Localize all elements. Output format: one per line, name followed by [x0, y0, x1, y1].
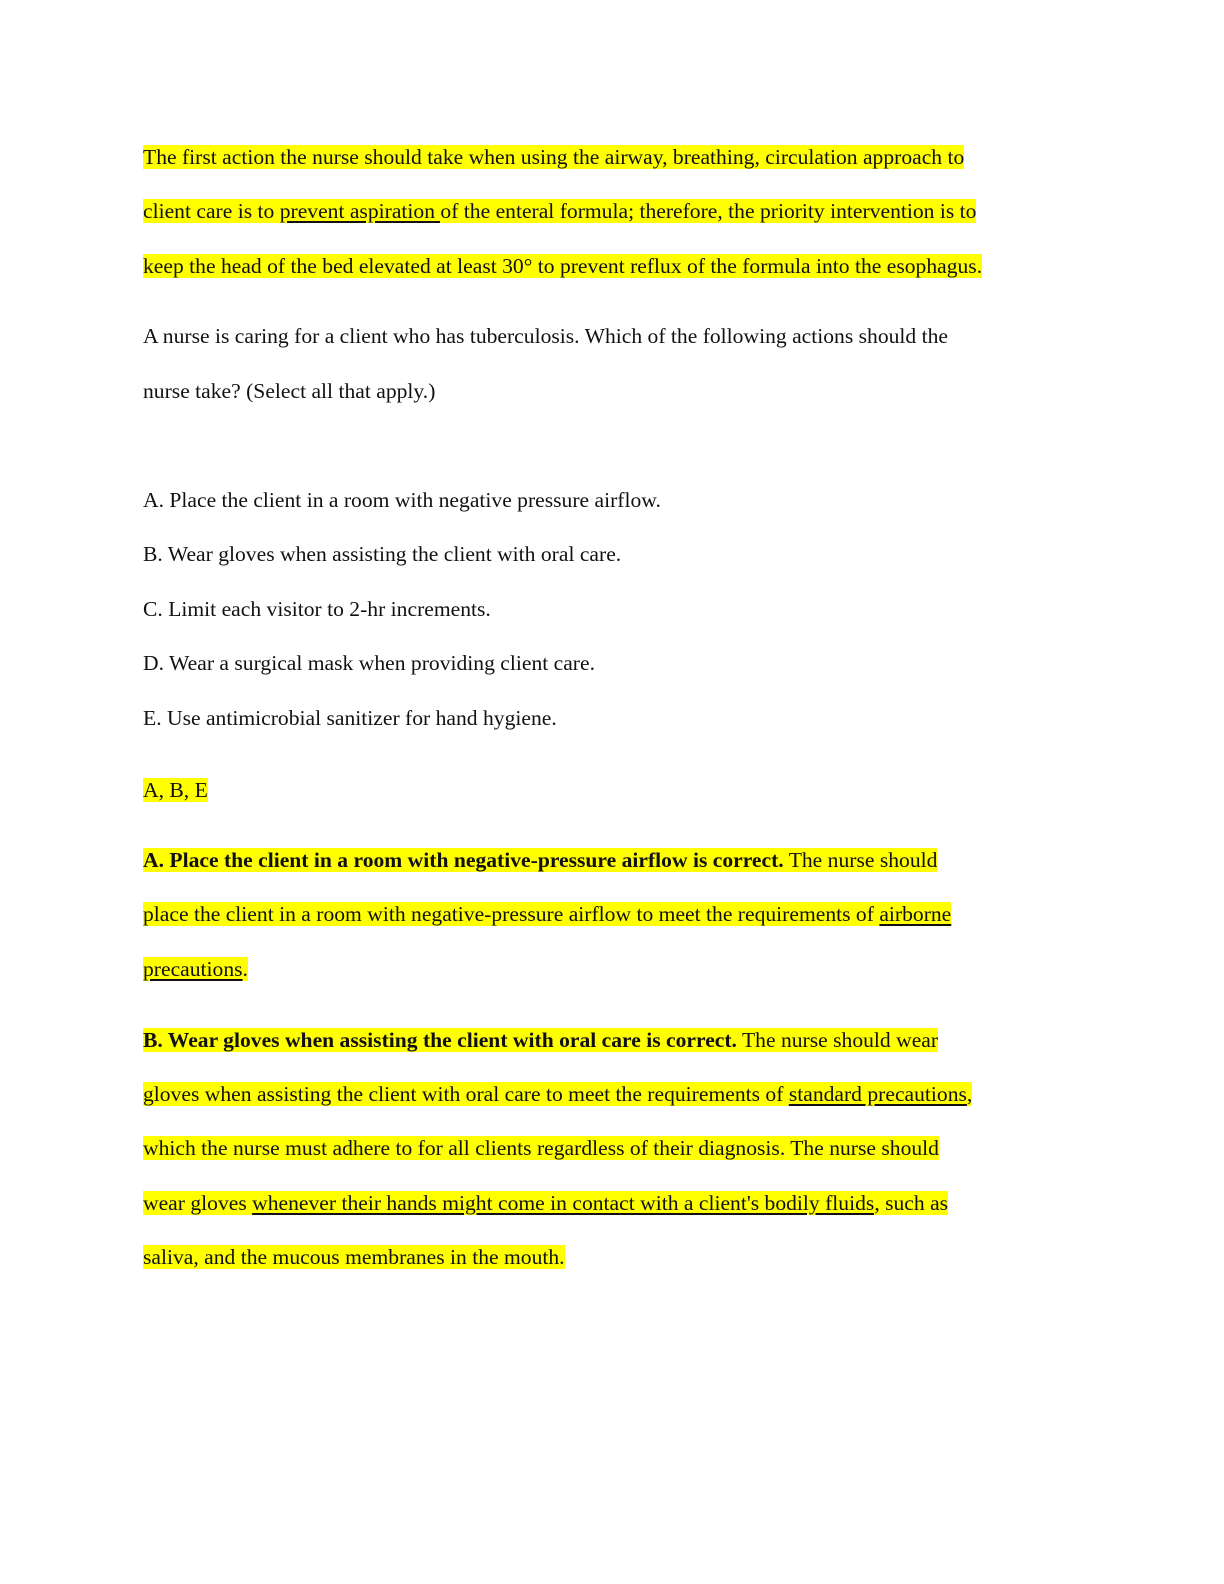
- rationale-a-heading: A. Place the client in a room with negative-pressure airflow is correct.: [143, 848, 784, 872]
- rationale-b-line-1: [143, 1027, 938, 1054]
- rationale-b-text-3: which the nurse must adhere to for all clients regardless of their diagnosis. The nurse should: [143, 1136, 939, 1160]
- rationale-b-heading: B. Wear gloves when assisting the client with oral care is correct.: [143, 1028, 737, 1052]
- rationale-a-line-1: [143, 847, 937, 874]
- rationale-b-text-4b: , such as: [874, 1191, 949, 1215]
- option-b: B. Wear gloves when assisting the client with oral care.: [143, 542, 622, 566]
- rationale-a-line-2: [143, 901, 951, 928]
- question-line-1: [143, 323, 948, 350]
- intro-text-2b: of the enteral formula; therefore, the priority intervention is to: [440, 199, 977, 223]
- precautions-link: precautions: [143, 957, 243, 981]
- answer-line: [143, 777, 208, 804]
- rationale-b-line-4: [143, 1190, 948, 1217]
- question-text-1: A nurse is caring for a client who has tuberculosis. Which of the following actions should the: [143, 324, 948, 348]
- prevent-aspiration-link: prevent aspiration: [279, 199, 441, 223]
- option-e: E. Use antimicrobial sanitizer for hand hygiene.: [143, 706, 557, 730]
- option-d: D. Wear a surgical mask when providing client care.: [143, 651, 595, 675]
- rationale-a-text-1: The nurse should: [783, 848, 938, 872]
- rationale-b-text-1: The nurse should wear: [736, 1028, 939, 1052]
- rationale-b-text-2b: ,: [966, 1082, 973, 1106]
- airborne-link: airborne: [879, 902, 952, 926]
- answer-text: A, B, E: [143, 778, 208, 802]
- intro-line-1: [143, 144, 964, 171]
- rationale-b-text-4a: wear gloves: [143, 1191, 253, 1215]
- intro-line-3: [143, 253, 982, 280]
- intro-text-1: The first action the nurse should take when using the airway, breathing, circulation approach to: [143, 145, 965, 169]
- intro-line-2: [143, 198, 976, 225]
- bodily-fluids-link: whenever their hands might come in contact with a client's bodily fluids: [252, 1191, 875, 1215]
- option-c: C. Limit each visitor to 2-hr increments.: [143, 597, 491, 621]
- rationale-b-text-5: saliva, and the mucous membranes in the mouth.: [143, 1245, 565, 1269]
- question-line-2: [143, 378, 435, 405]
- rationale-b-line-3: [143, 1135, 939, 1162]
- intro-text-2a: client care is to: [143, 199, 280, 223]
- option-a: A. Place the client in a room with negative pressure airflow.: [143, 488, 661, 512]
- standard-precautions-link: standard precautions: [788, 1082, 967, 1106]
- rationale-b-text-2a: gloves when assisting the client with oral care to meet the requirements of: [143, 1082, 789, 1106]
- rationale-a-text-2: place the client in a room with negative-pressure airflow to meet the requirements of: [143, 902, 880, 926]
- rationale-b-line-5: [143, 1244, 565, 1271]
- rationale-b-line-2: [143, 1081, 972, 1108]
- rationale-a-text-3: .: [242, 957, 248, 981]
- rationale-a-line-3: [143, 956, 248, 983]
- question-text-2: nurse take? (Select all that apply.): [143, 379, 436, 403]
- intro-text-3: keep the head of the bed elevated at least 30° to prevent reflux of the formula into the esophagus.: [143, 254, 983, 278]
